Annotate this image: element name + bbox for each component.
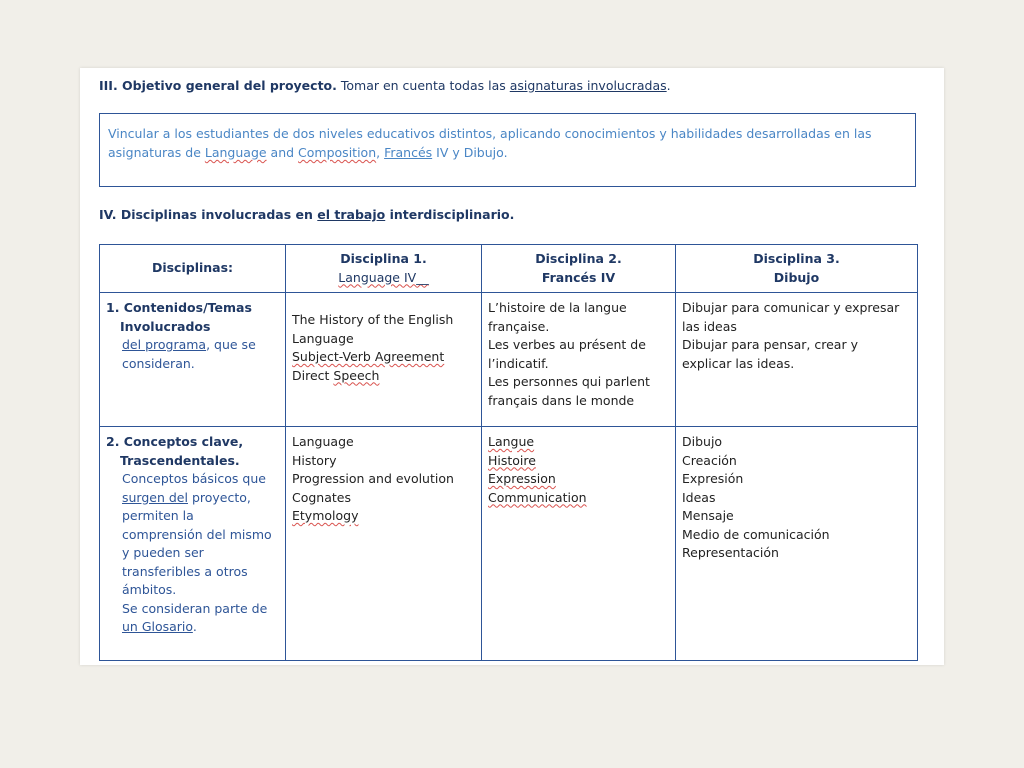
header-disciplina-1: Disciplina 1. Language IV__ <box>286 245 482 293</box>
header-disciplina-3: Disciplina 3. Dibujo <box>676 245 918 293</box>
asignaturas-link[interactable]: asignaturas involucradas <box>509 78 667 93</box>
direct-word: Direct <box>292 367 334 383</box>
section-3-heading: III. Objetivo general del proyecto. Tomar en cuenta todas las asignaturas involucradas. <box>99 78 671 93</box>
section-4-label: IV. Disciplinas involucradas en <box>99 207 318 222</box>
word-composition: Composition <box>298 145 377 160</box>
row1-disciplina-3-cell: Dibujar para comunicar y expresar las ideas Dibujar para pensar, crear y explicar las ideas. <box>676 293 918 427</box>
row2-disciplina-2-cell: Langue Histoire Expression Communication <box>482 427 676 661</box>
speech-word: Speech <box>333 367 380 383</box>
table-header-row <box>100 245 918 293</box>
row1-disciplina-1-cell: The History of the English Language Subject-Verb Agreement Direct Speech <box>286 293 482 427</box>
document-page <box>80 68 944 665</box>
row1-disciplina-2-cell: L’histoire de la langue française. Les verbes au présent de l’indicatif. Les personnes qui parlent français dans le monde <box>482 293 676 427</box>
row2-label-cell: 2. Conceptos clave, Trascendentales. Conceptos básicos que surgen del proyecto, permiten la comprensión del mismo y pueden ser transferibles a otros ámbitos. Se consideran parte de un Glosario. <box>100 427 286 661</box>
disciplines-table <box>99 244 918 661</box>
word-frances: Francés <box>384 145 433 160</box>
row2-disciplina-3-cell: Dibujo Creación Expresión Ideas Mensaje Medio de comunicación Representación <box>676 427 918 661</box>
row2-disciplina-1-cell: Language History Progression and evolution Cognates Etymology <box>286 427 482 661</box>
word-language: Language <box>204 145 267 160</box>
section-4-underlined: el trabajo <box>317 207 386 222</box>
header-disciplina-2: Disciplina 2. Francés IV <box>482 245 676 293</box>
section-3-text: Tomar en cuenta todas las <box>336 78 510 93</box>
section-4-heading: IV. Disciplinas involucradas en el trabajo interdisciplinario. <box>99 207 515 222</box>
row1-label-cell: 1. Contenidos/Temas Involucrados del programa, que se consideran. <box>100 293 286 427</box>
objective-box: Vincular a los estudiantes de dos niveles educativos distintos, aplicando conocimientos y habilidades desarrolladas en las asignaturas de Language and Composition, Francés IV y Dibujo. <box>99 113 916 187</box>
header-disciplinas: Disciplinas: <box>100 245 286 293</box>
table-row <box>100 293 918 427</box>
section-3-label: III. Objetivo general del proyecto. <box>99 78 337 93</box>
table-row <box>100 427 918 661</box>
